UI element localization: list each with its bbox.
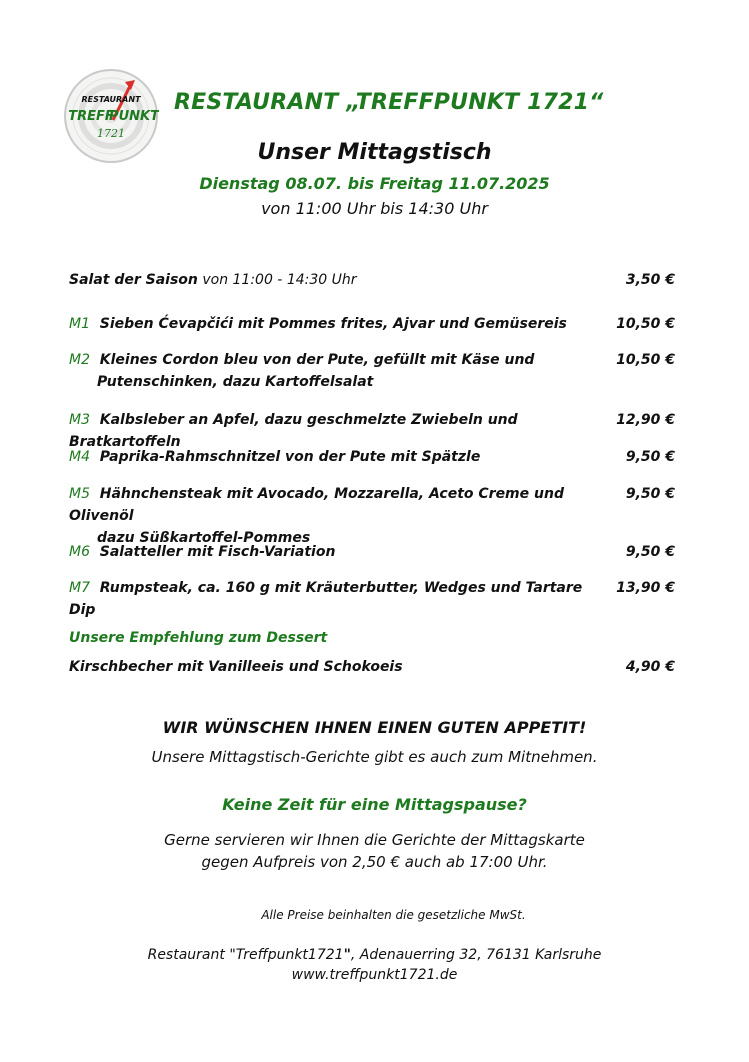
menu-code: M4 <box>69 449 90 465</box>
salad-name: Salat der Saison <box>69 272 198 288</box>
date-range: Dienstag 08.07. bis Freitag 11.07.2025 <box>199 174 550 193</box>
menu-desc: Kalbsleber an Apfel, dazu geschmelzte Zwiebeln und Bratkartoffeln <box>69 412 518 450</box>
menu-item-m4 <box>69 446 675 468</box>
menu-price: 10,50 € <box>616 316 675 332</box>
menu-item-m7 <box>69 577 675 621</box>
address-name: Restaurant "Treffpunkt1721 <box>147 947 344 963</box>
menu-code: M1 <box>69 316 90 332</box>
menu-item-m1 <box>69 313 675 335</box>
dessert-heading: Unsere Empfehlung zum Dessert <box>69 630 328 646</box>
salad-price: 3,50 € <box>625 272 675 288</box>
menu-desc-cont: dazu Süßkartoffel-Pommes <box>97 530 311 546</box>
menu-item-m5 <box>69 483 675 549</box>
menu-code: M7 <box>69 580 90 596</box>
menu-code: M6 <box>69 544 90 560</box>
menu-code: M3 <box>69 412 90 428</box>
menu-price: 9,50 € <box>625 544 675 560</box>
menu-item-m6 <box>69 541 675 563</box>
menu-desc: Salatteller mit Fisch-Variation <box>99 544 336 560</box>
menu-price: 12,90 € <box>616 412 675 428</box>
menu-desc: Hähnchensteak mit Avocado, Mozzarella, Aceto Creme und Olivenöl <box>69 486 564 524</box>
serve-line-2: gegen Aufpreis von 2,50 € auch ab 17:00 Uhr. <box>201 853 548 871</box>
tax-note: Alle Preise beinhalten die gesetzliche MwSt. <box>261 908 526 922</box>
menu-price: 9,50 € <box>625 449 675 465</box>
takeaway-note: Unsere Mittagstisch-Gerichte gibt es auch zum Mitnehmen. <box>151 748 598 766</box>
address <box>0 947 749 963</box>
menu-price: 10,50 € <box>616 352 675 368</box>
dessert-name: Kirschbecher mit Vanilleeis und Schokoeis <box>69 659 403 675</box>
menu-desc: Kleines Cordon bleu von der Pute, gefüllt mit Käse und <box>99 352 535 368</box>
menu-item-m2 <box>69 349 675 393</box>
dessert-price: 4,90 € <box>625 659 675 675</box>
logo-top-text: RESTAURANT <box>81 95 141 104</box>
logo-year: 1721 <box>97 127 125 140</box>
menu-desc: Sieben Ćevapčići mit Pommes frites, Ajvar und Gemüsereis <box>99 316 567 332</box>
logo-main-left: TREFF <box>68 109 114 124</box>
menu-price: 9,50 € <box>625 486 675 502</box>
page-title <box>0 140 749 165</box>
logo-main-right: PUNKT <box>109 109 159 124</box>
restaurant-name: RESTAURANT „TREFFPUNKT 1721“ <box>174 90 604 115</box>
salad-detail: von 11:00 - 14:30 Uhr <box>197 272 357 288</box>
address-rest: , Adenauerring 32, 76131 Karlsruhe <box>350 947 602 963</box>
menu-price: 13,90 € <box>616 580 675 596</box>
dessert-row <box>69 656 675 678</box>
serve-line-1: Gerne servieren wir Ihnen die Gerichte der Mittagskarte <box>164 831 585 849</box>
no-break-heading: Keine Zeit für eine Mittagspause? <box>222 795 527 814</box>
website-link[interactable]: www.treffpunkt1721.de <box>291 967 458 983</box>
menu-desc-cont: Putenschinken, dazu Kartoffelsalat <box>97 374 374 390</box>
menu-desc: Paprika-Rahmschnitzel von der Pute mit Spätzle <box>99 449 481 465</box>
page-title-text: Unser Mittagstisch <box>257 140 492 165</box>
menu-desc: Rumpsteak, ca. 160 g mit Kräuterbutter, Wedges und Tartare Dip <box>69 580 583 618</box>
menu-code: M2 <box>69 352 90 368</box>
salad-row <box>69 269 675 291</box>
address-quote: " <box>343 947 351 963</box>
opening-hours: von 11:00 Uhr bis 14:30 Uhr <box>261 199 488 218</box>
appetite-wish: WIR WÜNSCHEN IHNEN EINEN GUTEN APPETIT! <box>162 718 587 737</box>
menu-code: M5 <box>69 486 90 502</box>
